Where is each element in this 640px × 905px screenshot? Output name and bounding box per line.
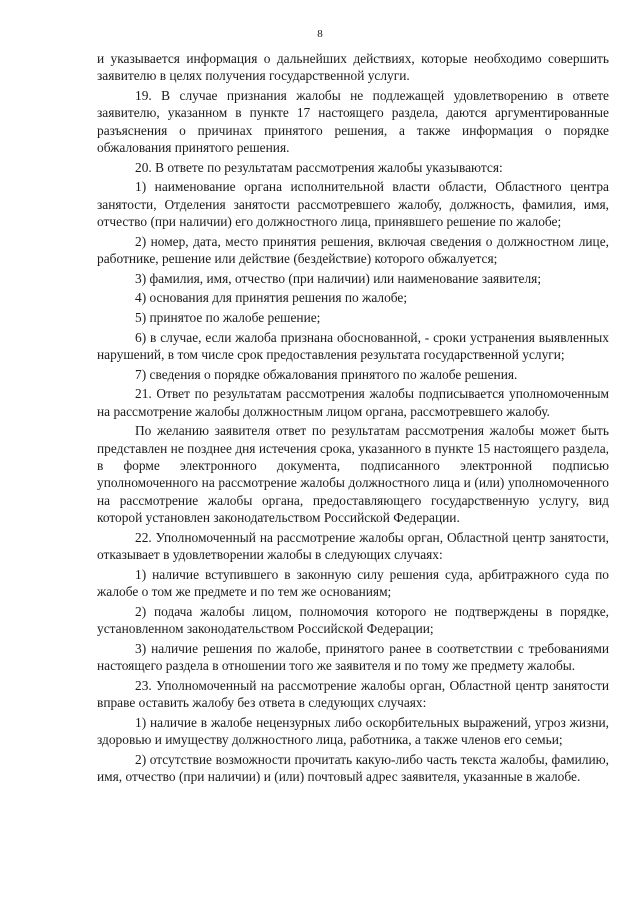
paragraph: 22. Уполномоченный на рассмотрение жалобы орган, Областной центр занятости, отказывает в удовлетворении жалобы в следующих случаях:: [97, 529, 609, 563]
continuation-paragraph: и указывается информация о дальнейших действиях, которые необходимо совершить заявителю в целях получения государственной услуги.: [97, 51, 609, 84]
paragraph: 1) наличие в жалобе нецензурных либо оскорбительных выражений, угроз жизни, здоровью и имуществу должностного лица, работника, а также членов его семьи;: [97, 714, 609, 748]
paragraph: 19. В случае признания жалобы не подлежащей удовлетворению в ответе заявителю, указанном в пункте 17 настоящего раздела, даются аргументированные разъяснения о причинах принятого решения, а также информация о порядке обжалования принятого решения.: [97, 88, 609, 156]
paragraph: 2) подача жалобы лицом, полномочия которого не подтверждены в порядке, установленном законодательством Российской Федерации;: [97, 603, 609, 637]
paragraph: По желанию заявителя ответ по результатам рассмотрения жалобы может быть представлен не позднее дня истечения срока, указанного в пункте 15 настоящего раздела, в форме электронного документа, подписанного электронной подписью уполномоченного на рассмотрение жалобы должностного лица и (или) уполномоченного на рассмотрение жалобы органа, предоставляющего государственную услугу, вид которой установлен законодательством Российской Федерации.: [97, 423, 609, 526]
paragraph: 2) номер, дата, место принятия решения, включая сведения о должностном лице, работнике, решение или действие (бездействие) которого обжалуется;: [97, 233, 609, 267]
paragraph: 3) фамилия, имя, отчество (при наличии) или наименование заявителя;: [135, 270, 542, 286]
page-number: 8: [317, 28, 323, 40]
paragraph: 1) наименование органа исполнительной власти области, Областного центра занятости, Отделения занятости рассмотревшего жалобу, должность, фамилия, имя, отчество (при наличии) его должностного лица, принявшего решение по жалобе;: [97, 179, 609, 230]
paragraph: 23. Уполномоченный на рассмотрение жалобы орган, Областной центр занятости вправе оставить жалобу без ответа в следующих случаях:: [97, 677, 609, 711]
document-body: [97, 50, 609, 788]
paragraph: 1) наличие вступившего в законную силу решения суда, арбитражного суда по жалобе о том же предмете и по тем же основаниям;: [97, 566, 609, 600]
paragraph: 7) сведения о порядке обжалования принятого по жалобе решения.: [135, 366, 518, 382]
paragraph: 2) отсутствие возможности прочитать какую-либо часть текста жалобы, фамилию, имя, отчество (при наличии) и (или) почтовый адрес заявителя, указанные в жалобе.: [97, 751, 609, 785]
paragraph: 3) наличие решения по жалобе, принятого ранее в соответствии с требованиями настоящего раздела в отношении того же заявителя и по тому же предмету жалобы.: [97, 640, 609, 674]
paragraph: 4) основания для принятия решения по жалобе;: [135, 290, 408, 306]
paragraph: 21. Ответ по результатам рассмотрения жалобы подписывается уполномоченным на рассмотрение жалобы должностным лицом органа, рассмотревшего жалобу.: [97, 386, 609, 419]
paragraph: 20. В ответе по результатам рассмотрения жалобы указываются:: [135, 159, 503, 175]
paragraph: 5) принятое по жалобе решение;: [135, 310, 321, 325]
paragraph: 6) в случае, если жалоба признана обоснованной, - сроки устранения выявленных нарушений, в том числе срок предоставления результата государственной услуги;: [97, 329, 609, 362]
